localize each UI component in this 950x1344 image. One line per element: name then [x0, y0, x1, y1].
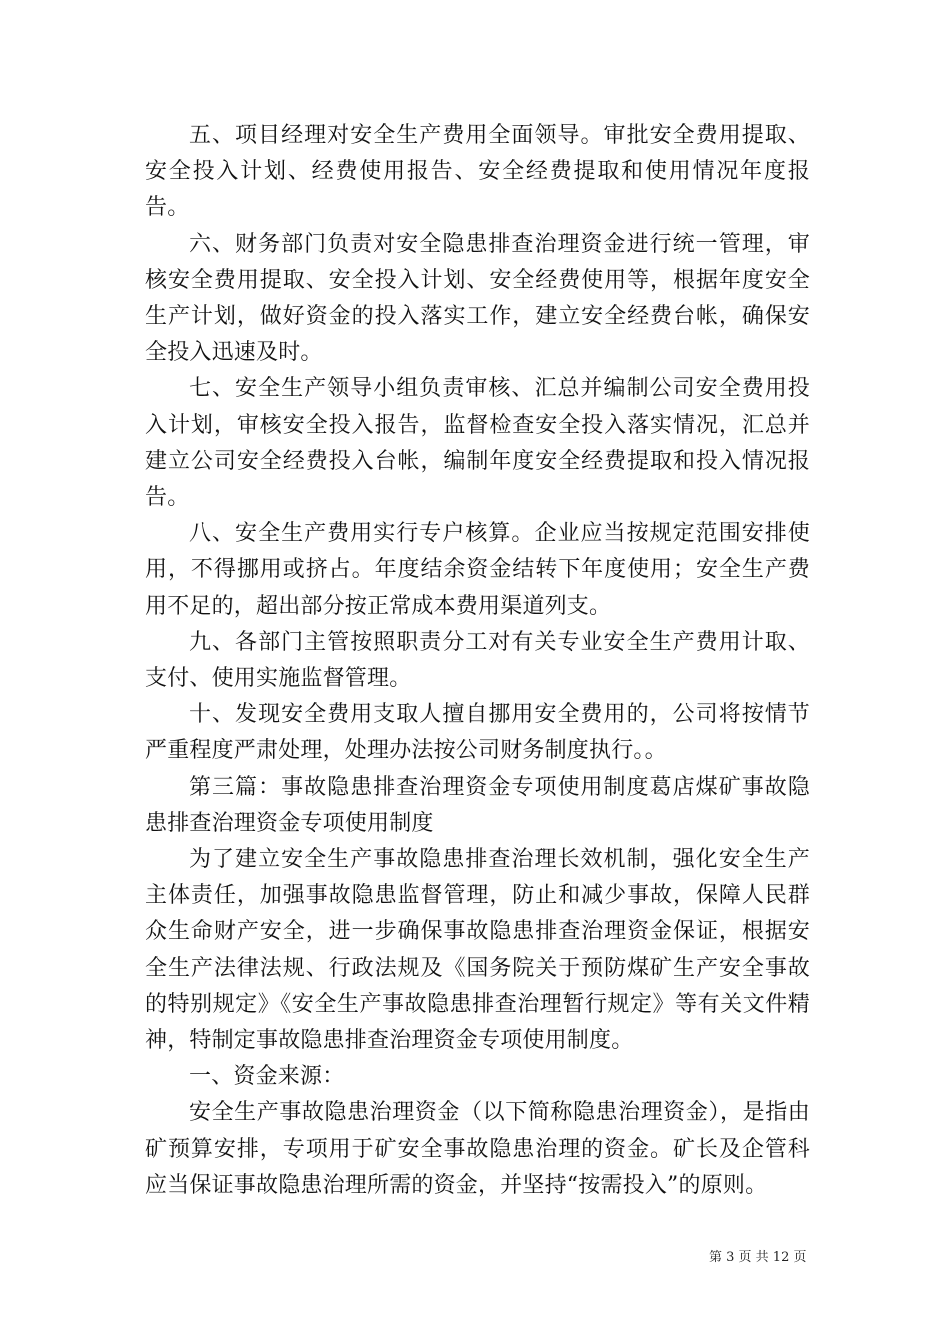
paragraph-item-8: 八、安全生产费用实行专户核算。企业应当按规定范围安排使用，不得挪用或挤占。年度结余资金结转下年度使用；安全生产费用不足的，超出部分按正常成本费用渠道列支。 — [145, 521, 810, 619]
funding-source-paragraph: 安全生产事故隐患治理资金（以下简称隐患治理资金），是指由矿预算安排，专项用于矿安全事故隐患治理的资金。矿长及企管科应当保证事故隐患治理所需的资金，并坚持“按需投入”的原则。 — [145, 1100, 810, 1198]
paragraph-item-6: 六、财务部门负责对安全隐患排查治理资金进行统一管理，审核安全费用提取、安全投入计划、安全经费使用等，根据年度安全生产计划，做好资金的投入落实工作，建立安全经费台帐，确保安全投入迅速及时。 — [145, 231, 810, 366]
document-body — [145, 118, 810, 1204]
section-heading: 第三篇：事故隐患排查治理资金专项使用制度葛店煤矿事故隐患排查治理资金专项使用制度 — [145, 774, 810, 836]
intro-paragraph: 为了建立安全生产事故隐患排查治理长效机制，强化安全生产主体责任，加强事故隐患监督管理，防止和减少事故，保障人民群众生命财产安全，进一步确保事故隐患排查治理资金保证，根据安全生产法律法规、行政法规及《国务院关于预防煤矿生产安全事故的特别规定》《安全生产事故隐患排查治理暂行规定》等有关文件精神，特制定事故隐患排查治理资金专项使用制度。 — [145, 847, 810, 1054]
paragraph-item-5: 五、项目经理对安全生产费用全面领导。审批安全费用提取、安全投入计划、经费使用报告、安全经费提取和使用情况年度报告。 — [145, 123, 810, 221]
paragraph-item-7: 七、安全生产领导小组负责审核、汇总并编制公司安全费用投入计划，审核安全投入报告，监督检查安全投入落实情况，汇总并建立公司安全经费投入台帐，编制年度安全经费提取和投入情况报告。 — [145, 376, 810, 511]
paragraph-item-9: 九、各部门主管按照职责分工对有关专业安全生产费用计取、支付、使用实施监督管理。 — [145, 629, 810, 692]
page-number-footer: 第 3 页 共 12 页 — [709, 1250, 807, 1265]
paragraph-item-10: 十、发现安全费用支取人擅自挪用安全费用的，公司将按情节严重程度严肃处理，处理办法按公司财务制度执行。。 — [145, 702, 810, 764]
subsection-heading: 一、资金来源： — [189, 1064, 345, 1090]
